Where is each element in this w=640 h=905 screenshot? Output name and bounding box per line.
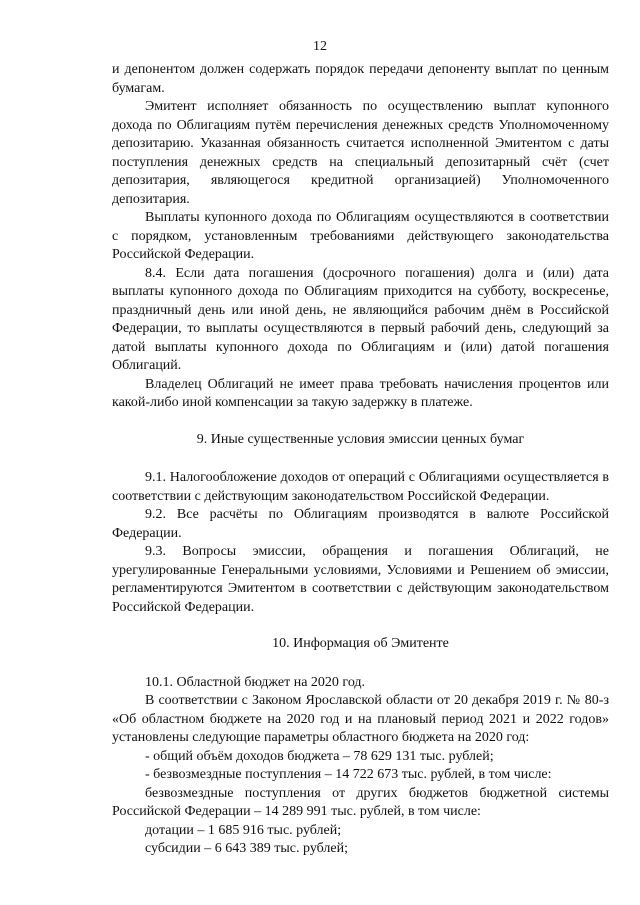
document-body	[112, 61, 609, 859]
paragraph: 8.4. Если дата погашения (досрочного погашения) долга и (или) дата выплаты купонного дохода по Облигациям приходится на субботу, воскресенье, праздничный день или иной день, не являющийся рабочим днём в Российской Федерации, то выплаты осуществляются в первый рабочий день, следующий за датой выплаты купонного дохода по Облигациям и (или) датой погашения Облигаций.	[112, 265, 609, 373]
paragraph: Владелец Облигаций не имеет права требовать начисления процентов или какой-либо иной компенсации за такую задержку в платеже.	[112, 376, 609, 410]
paragraph: Выплаты купонного дохода по Облигациям осуществляются в соответствии с порядком, установленным требованиями действующего законодательства Российской Федерации.	[112, 210, 609, 262]
paragraph: безвозмездные поступления от других бюджетов бюджетной системы Российской Федерации – 14 289 991 тыс. рублей, в том числе:	[112, 785, 609, 819]
section-10-heading: 10. Информация об Эмитенте	[272, 636, 449, 651]
list-item: дотации – 1 685 916 тыс. рублей;	[145, 822, 342, 838]
paragraph: Эмитент исполняет обязанность по осуществлению выплат купонного дохода по Облигациям путём перечисления денежных средств Уполномоченному депозитарию. Указанная обязанность считается исполненной Эмитентом с даты поступления денежных средств на специальный депозитарный счёт (счет депозитария, являющегося кредитной организацией) Уполномоченного депозитария.	[112, 99, 609, 207]
paragraph-9-1: 9.1. Налогообложение доходов от операций с Облигациями осуществляется в соответствии с действующим законодательством Российской Федерации.	[112, 470, 609, 504]
list-item: - общий объём доходов бюджета – 78 629 131 тыс. рублей;	[145, 748, 494, 764]
list-item: - безвозмездные поступления – 14 722 673 тыс. рублей, в том числе:	[145, 767, 552, 782]
paragraph-9-2: 9.2. Все расчёты по Облигациям производятся в валюте Российской Федерации.	[112, 507, 609, 541]
paragraph: В соответствии с Законом Ярославской области от 20 декабря 2019 г. № 80-з «Об областном бюджете на 2020 год и на плановый период 2021 и 2022 годов» установлены следующие параметры областного бюджета на 2020 год:	[112, 693, 609, 745]
paragraph-10-1: 10.1. Областной бюджет на 2020 год.	[145, 674, 366, 690]
section-9-heading: 9. Иные существенные условия эмиссии ценных бумаг	[196, 431, 525, 447]
paragraph-9-3: 9.3. Вопросы эмиссии, обращения и погашения Облигаций, не урегулированные Генеральными условиями, Условиями и Решением об эмиссии, регламентируются Эмитентом в соответствии с действующим законодательством Российской Федерации.	[112, 544, 609, 615]
page-number: 12	[313, 39, 327, 54]
paragraph: и депонентом должен содержать порядок передачи депоненту выплат по ценным бумагам.	[112, 62, 609, 96]
list-item: субсидии – 6 643 389 тыс. рублей;	[145, 841, 349, 856]
